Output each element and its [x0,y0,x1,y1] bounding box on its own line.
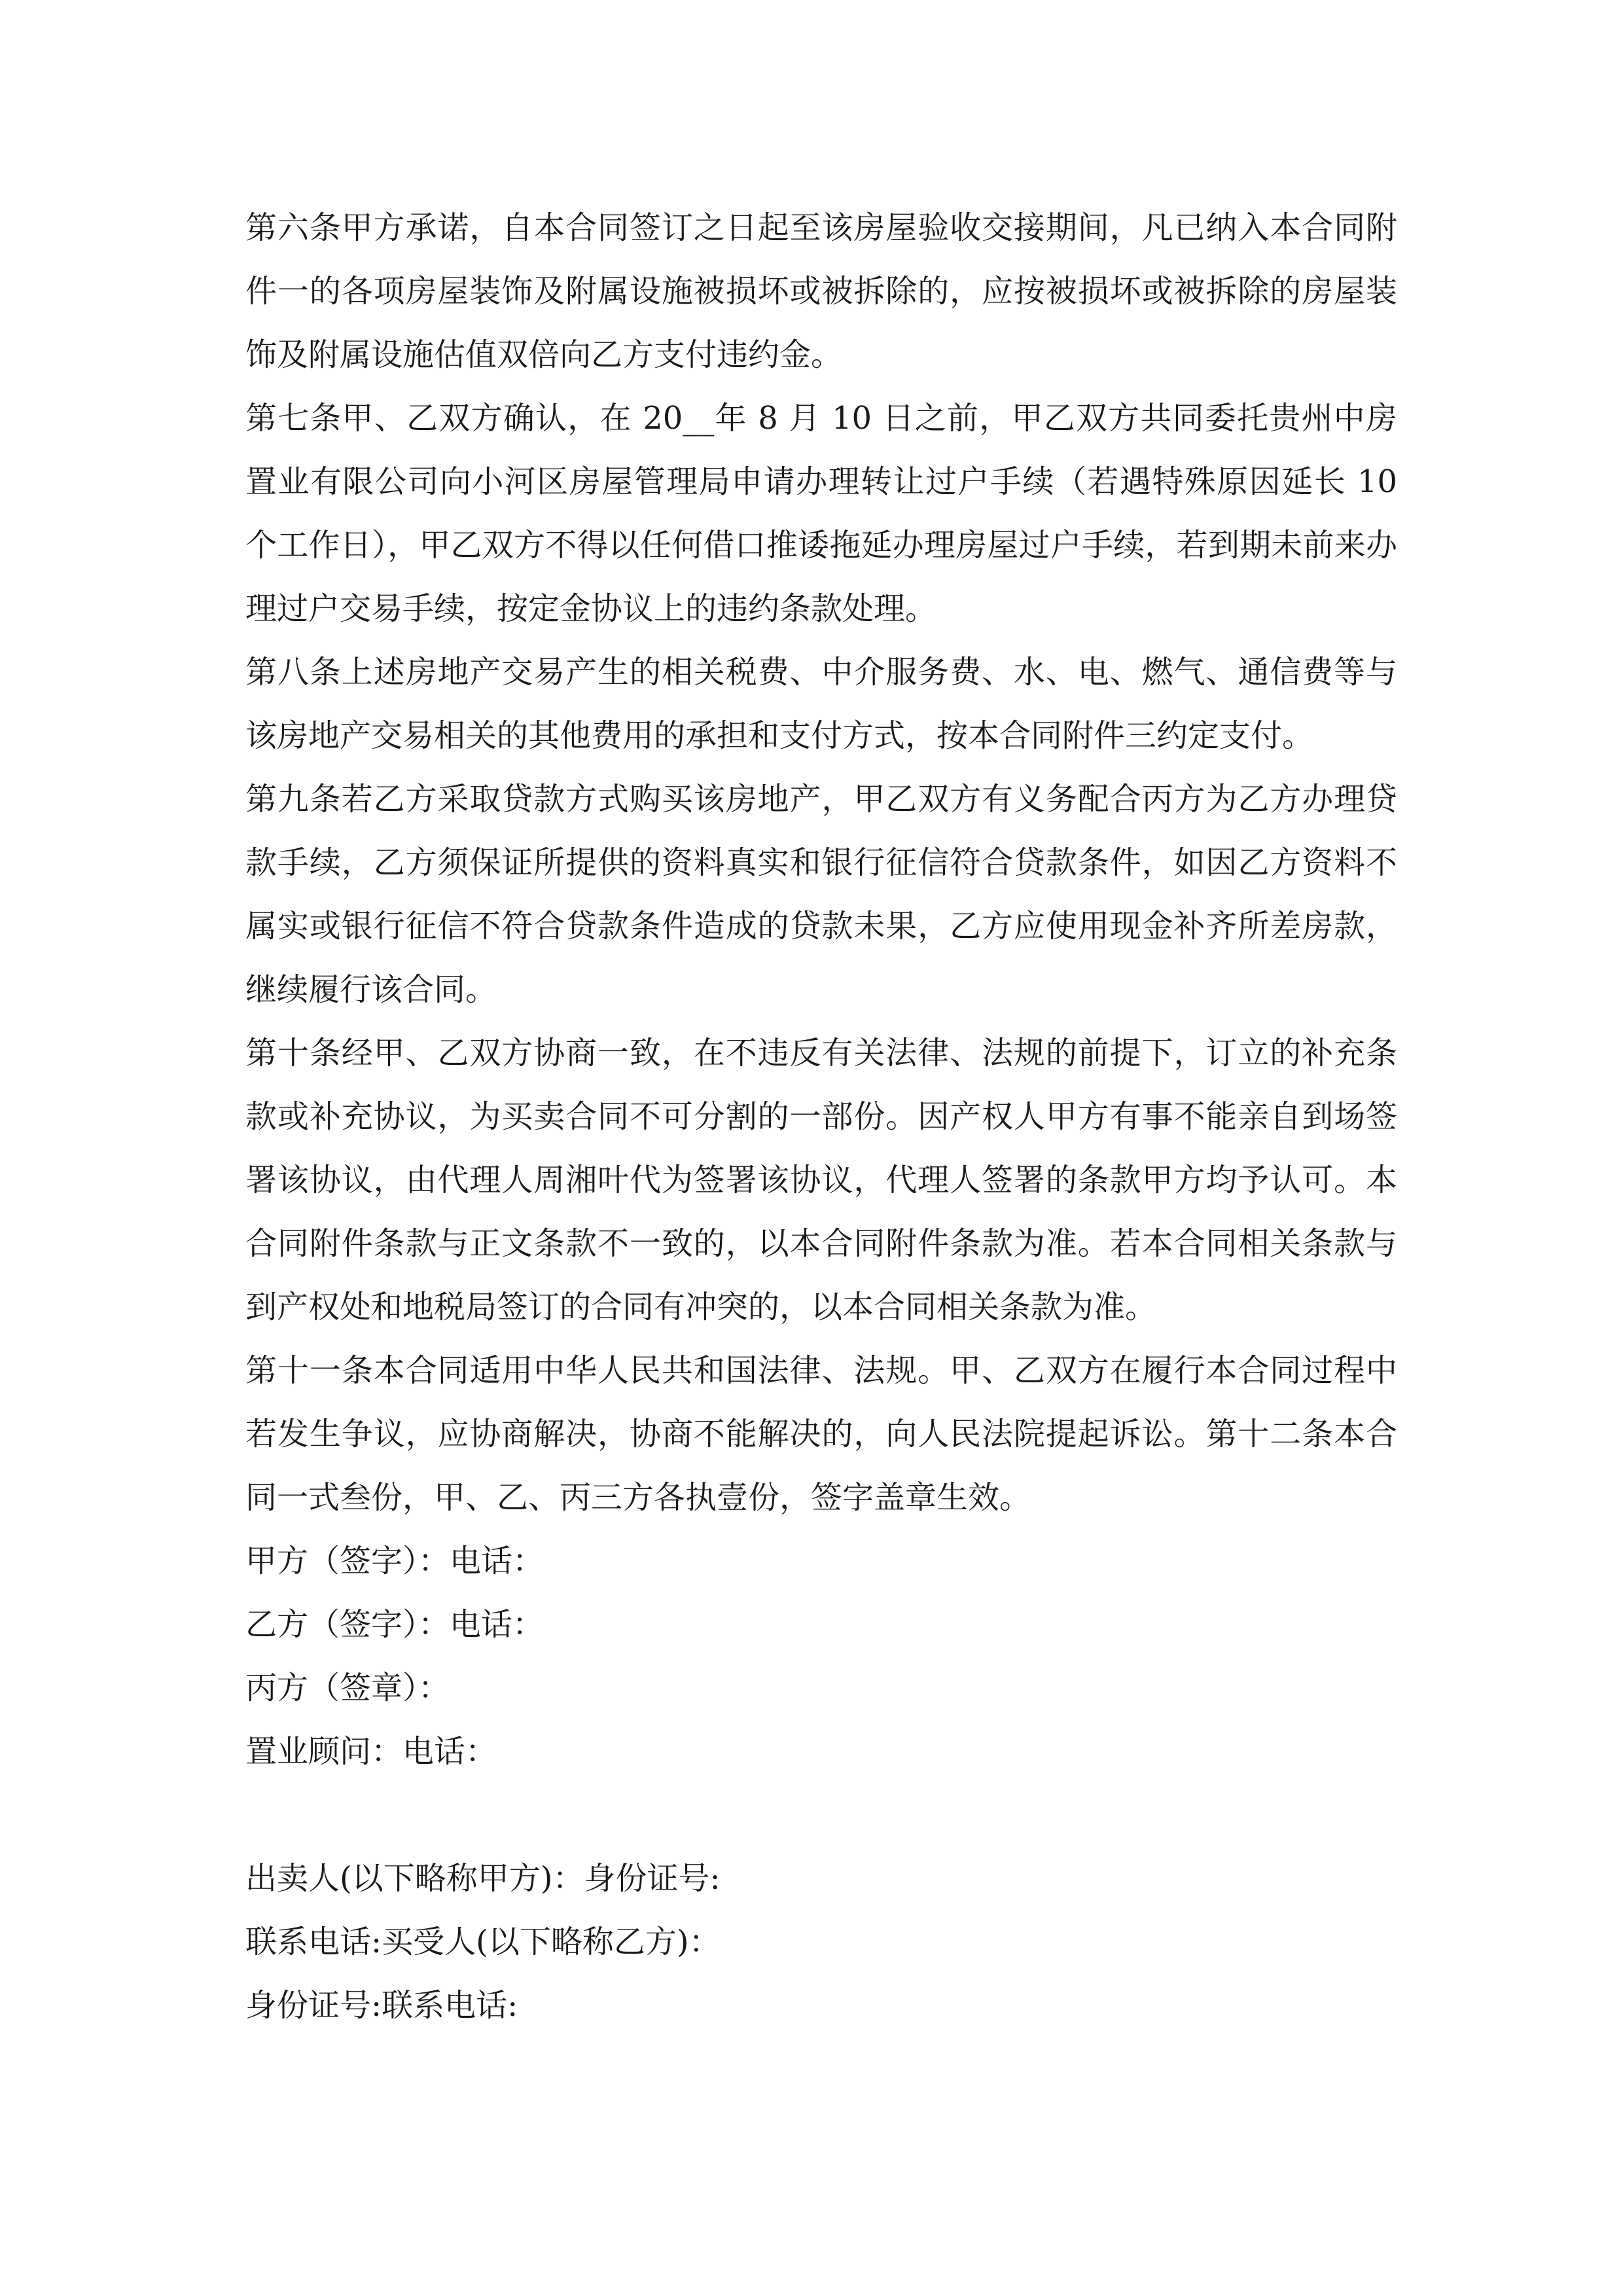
signature-party-b: 乙方（签字）：电话： [245,1606,544,1643]
signature-party-c: 丙方（签章）： [245,1670,450,1706]
article-8: 第八条上述房地产交易产生的相关税费、中介服务费、水、电、燃气、通信费等与该房地产交易相关的其他费用的承担和支付方式，按本合同附件三约定支付。 [245,654,1397,754]
id-contact-line: 身份证号:联系电话: [245,1987,518,2024]
article-10: 第十条经甲、乙双方协商一致，在不违反有关法律、法规的前提下，订立的补充条款或补充协议，为买卖合同不可分割的一部份。因产权人甲方有事不能亲自到场签署该协议，由代理人周湘叶代为签署该协议，代理人签署的条款甲方均予认可。本合同附件条款与正文条款不一致的，以本合同附件条款为准。若本合同相关条款与到产权处和地税局签订的合同有冲突的，以本合同相关条款为准。 [245,1035,1397,1325]
article-7: 第七条甲、乙双方确认，在 20__年 8 月 10 日之前，甲乙双方共同委托贵州中房置业有限公司向小河区房屋管理局申请办理转让过户手续（若遇特殊原因延长 10 个工作日），甲乙双方不得以任何借口推诿拖延办理房屋过户手续，若到期未前来办理过户交易手续，按定金协议上的违约条款处理。 [245,400,1397,627]
seller-line: 出卖人(以下略称甲方)：身份证号: [245,1860,721,1897]
document-body [245,196,1397,2037]
section-spacer [245,1784,1397,1847]
contact-buyer-line: 联系电话:买受人(以下略称乙方)： [245,1924,721,1960]
article-11: 第十一条本合同适用中华人民共和国法律、法规。甲、乙双方在履行本合同过程中若发生争议，应协商解决，协商不能解决的，向人民法院提起诉讼。第十二条本合同一式叁份，甲、乙、丙三方各执壹份，签字盖章生效。 [245,1352,1397,1516]
article-9: 第九条若乙方采取贷款方式购买该房地产，甲乙双方有义务配合丙方为乙方办理贷款手续，乙方须保证所提供的资料真实和银行征信符合贷款条件，如因乙方资料不属实或银行征信不符合贷款条件造成的贷款未果，乙方应使用现金补齐所差房款，继续履行该合同。 [245,781,1397,1008]
article-6: 第六条甲方承诺，自本合同签订之日起至该房屋验收交接期间，凡已纳入本合同附件一的各项房屋装饰及附属设施被损坏或被拆除的，应按被损坏或被拆除的房屋装饰及附属设施估值双倍向乙方支付违约金。 [245,209,1397,373]
signature-party-a: 甲方（签字）：电话： [245,1543,544,1579]
signature-consultant: 置业顾问：电话： [245,1733,497,1770]
